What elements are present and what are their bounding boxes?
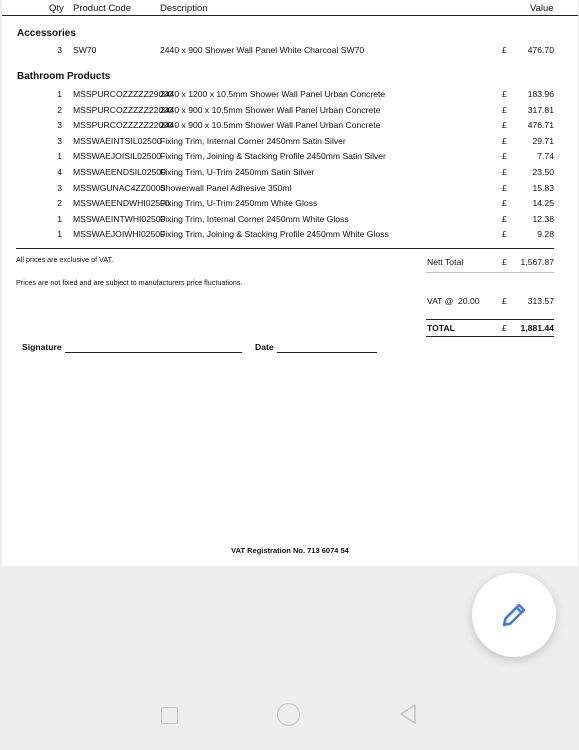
nett-total-divider bbox=[426, 272, 554, 273]
date-label: Date bbox=[255, 342, 274, 352]
table-row bbox=[2, 181, 578, 197]
section-title-accessories: Accessories bbox=[17, 28, 76, 39]
row-value: 7.74 bbox=[537, 151, 554, 162]
row-value: 29.71 bbox=[532, 135, 554, 146]
table-row bbox=[2, 149, 578, 165]
row-qty: 3 bbox=[57, 135, 62, 146]
row-value: 317.81 bbox=[527, 104, 554, 115]
pencil-icon bbox=[498, 599, 530, 631]
section-title-bathroom: Bathroom Products bbox=[17, 71, 111, 82]
total-label: TOTAL bbox=[427, 323, 455, 333]
row-code: MSSPURCOZZZZZ22000 bbox=[73, 104, 173, 115]
row-currency: £ bbox=[502, 135, 507, 146]
edit-button[interactable] bbox=[472, 573, 556, 657]
row-description: Fixing Trim, U-Trim 2450mm White Gloss bbox=[160, 198, 318, 209]
row-code: MSSWAEINTSIL02500 bbox=[73, 135, 162, 146]
table-row bbox=[2, 43, 578, 59]
row-code: MSSWGUNAC4ZZ0000 bbox=[73, 182, 166, 193]
table-row bbox=[2, 87, 578, 103]
table-row bbox=[2, 227, 578, 243]
row-value: 183.96 bbox=[527, 89, 554, 99]
row-description: Fixing Trim, Internal Corner 2450mm White Gloss bbox=[160, 213, 349, 224]
row-code: MSSPURCOZZZZZ22000 bbox=[73, 120, 173, 131]
row-code: MSSWAEJOIWHI02500 bbox=[73, 229, 165, 240]
row-currency: £ bbox=[502, 167, 507, 177]
row-value: 12.38 bbox=[532, 213, 554, 224]
table-row bbox=[2, 134, 578, 150]
row-qty: 3 bbox=[57, 120, 62, 131]
row-description: 2440 x 1200 x 10.5mm Shower Wall Panel Urban Concrete bbox=[160, 89, 386, 99]
square-icon[interactable] bbox=[161, 707, 178, 724]
total-currency: £ bbox=[502, 323, 507, 333]
row-qty: 3 bbox=[57, 182, 62, 193]
row-description: Fixing Trim, Joining & Stacking Profile 2450mm Satin Silver bbox=[160, 151, 386, 162]
row-value: 9.28 bbox=[537, 229, 554, 240]
row-qty: 1 bbox=[57, 213, 62, 224]
header-description: Description bbox=[160, 3, 208, 14]
header-qty: Qty bbox=[49, 3, 64, 14]
row-currency: £ bbox=[502, 104, 507, 115]
vat-rate: 20.00 bbox=[458, 296, 480, 306]
row-description: Fixing Trim, U-Trim 2450mm Satin Silver bbox=[160, 167, 315, 177]
row-code: SW70 bbox=[73, 45, 97, 55]
row-description: 2440 x 900 x 10.5mm Shower Wall Panel Urban Concrete bbox=[160, 120, 381, 131]
header-divider bbox=[2, 15, 578, 16]
header-value: Value bbox=[530, 3, 554, 14]
row-code: MSSPURCOZZZZZ29000 bbox=[73, 89, 173, 99]
row-qty: 2 bbox=[57, 198, 62, 209]
row-code: MSSWAEJOISIL02500 bbox=[73, 151, 162, 162]
signature-label: Signature bbox=[22, 342, 62, 352]
total-top-rule bbox=[426, 319, 554, 320]
invoice-document bbox=[2, 0, 578, 566]
total-value: 1,881.44 bbox=[520, 323, 554, 333]
row-code: MSSWAEENDSIL02500 bbox=[73, 167, 166, 177]
row-value: 15.83 bbox=[532, 182, 554, 193]
vat-note: All prices are exclusive of VAT. bbox=[16, 255, 114, 264]
row-description: Fixing Trim, Internal Corner 2450mm Satin Silver bbox=[160, 135, 346, 146]
date-line bbox=[277, 352, 377, 353]
signature-line bbox=[65, 352, 242, 353]
row-qty: 1 bbox=[57, 229, 62, 240]
nett-total-value: 1,567.87 bbox=[520, 257, 554, 267]
header-product-code: Product Code bbox=[73, 3, 132, 14]
row-value: 14.25 bbox=[532, 198, 554, 209]
price-note: Prices are not fixed and are subject to manufacturers price fluctuations. bbox=[16, 278, 243, 287]
row-value: 476.71 bbox=[527, 120, 554, 131]
row-currency: £ bbox=[502, 182, 507, 193]
row-description: 2440 x 900 Shower Wall Panel White Charcoal SW70 bbox=[160, 45, 365, 55]
row-qty: 3 bbox=[57, 45, 62, 55]
vat-value: 313.57 bbox=[527, 296, 554, 306]
row-qty: 1 bbox=[57, 89, 62, 99]
row-currency: £ bbox=[502, 45, 507, 55]
row-currency: £ bbox=[502, 120, 507, 131]
row-qty: 2 bbox=[57, 104, 62, 115]
nett-total-label: Nett Total bbox=[427, 257, 464, 267]
row-description: Showerwall Panel Adhesive 350ml bbox=[160, 182, 292, 193]
row-code: MSSWAEENDWHI02500 bbox=[73, 198, 170, 209]
row-value: 23.50 bbox=[532, 167, 554, 177]
table-row bbox=[2, 165, 578, 181]
row-qty: 1 bbox=[57, 151, 62, 162]
row-code: MSSWAEINTWHI02500 bbox=[73, 213, 166, 224]
nett-total-currency: £ bbox=[502, 257, 507, 267]
row-description: Fixing Trim, Joining & Stacking Profile 2450mm White Gloss bbox=[160, 229, 389, 240]
triangle-back-icon[interactable] bbox=[398, 703, 418, 725]
vat-registration: VAT Registration No. 713 6074 54 bbox=[231, 546, 349, 555]
row-value: 476.70 bbox=[527, 45, 554, 55]
row-currency: £ bbox=[502, 151, 507, 162]
table-header bbox=[2, 0, 578, 16]
row-currency: £ bbox=[502, 198, 507, 209]
circle-icon[interactable] bbox=[277, 703, 300, 726]
table-row bbox=[2, 118, 578, 134]
vat-label: VAT @ bbox=[427, 296, 454, 306]
row-description: 2440 x 900 x 10.5mm Shower Wall Panel Urban Concrete bbox=[160, 104, 381, 115]
row-currency: £ bbox=[502, 229, 507, 240]
table-row bbox=[2, 196, 578, 212]
table-row bbox=[2, 103, 578, 119]
table-row bbox=[2, 212, 578, 228]
row-currency: £ bbox=[502, 89, 507, 99]
items-divider bbox=[16, 248, 554, 249]
total-bottom-rule bbox=[426, 336, 554, 337]
row-currency: £ bbox=[502, 213, 507, 224]
row-qty: 4 bbox=[57, 167, 62, 177]
vat-currency: £ bbox=[502, 296, 507, 306]
